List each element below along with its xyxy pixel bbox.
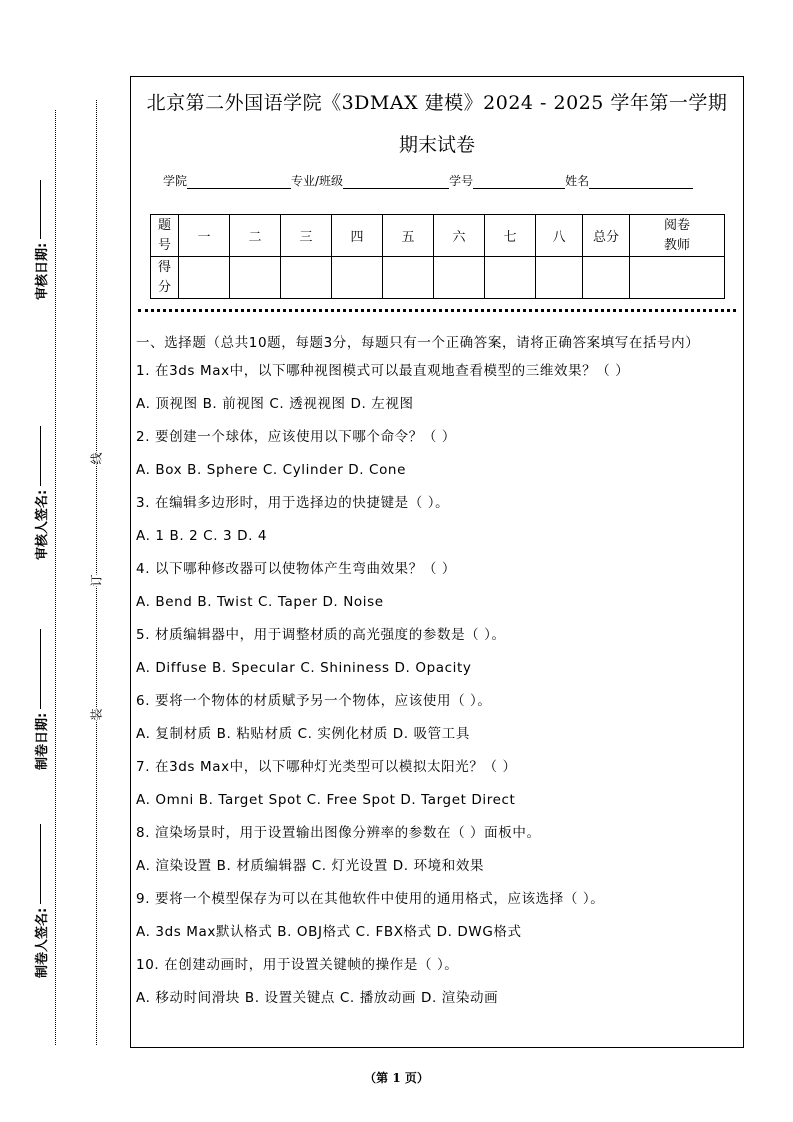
score-header-cell: 总分 bbox=[583, 215, 630, 257]
section-heading: 一、选择题（总共10题，每题3分，每题只有一个正确答案，请将正确答案填写在括号内） bbox=[136, 335, 700, 351]
binding-dotted-line bbox=[96, 100, 97, 1045]
section-separator bbox=[138, 309, 736, 312]
score-input-cell[interactable] bbox=[630, 257, 725, 299]
score-input-cell[interactable] bbox=[434, 257, 485, 299]
reviewer-sign-text: 审核人签名: bbox=[34, 489, 50, 560]
maker-date-text: 制卷日期: bbox=[34, 712, 50, 770]
maker-sign-blank[interactable] bbox=[39, 824, 41, 904]
score-header-cell: 一 bbox=[179, 215, 230, 257]
exam-subtitle: 期末试卷 bbox=[398, 134, 475, 156]
student-id-field[interactable] bbox=[473, 176, 565, 189]
question-options: A. Omni B. Target Spot C. Free Spot D. Target Direct bbox=[136, 792, 516, 808]
score-header-cell: 阅卷 教师 bbox=[630, 215, 725, 257]
question-text: 10. 在创建动画时，用于设置关键帧的操作是（ ）。 bbox=[136, 957, 459, 973]
ding-char: 订 bbox=[89, 574, 104, 587]
zhuang-char: 装 bbox=[89, 708, 104, 721]
score-header-cell: 五 bbox=[383, 215, 434, 257]
score-input-cell[interactable] bbox=[485, 257, 536, 299]
score-input-cell[interactable] bbox=[383, 257, 434, 299]
question-text: 4. 以下哪种修改器可以使物体产生弯曲效果？（ ） bbox=[136, 561, 456, 577]
question-options: A. Diffuse B. Specular C. Shininess D. Opacity bbox=[136, 660, 472, 676]
question-text: 8. 渲染场景时，用于设置输出图像分辨率的参数在（ ）面板中。 bbox=[136, 825, 541, 841]
score-input-cell[interactable] bbox=[332, 257, 383, 299]
score-input-cell[interactable] bbox=[230, 257, 281, 299]
question-options: A. 复制材质 B. 粘贴材质 C. 实例化材质 D. 吸管工具 bbox=[136, 726, 470, 742]
line-char: 线 bbox=[89, 452, 104, 465]
question-text: 6. 要将一个物体的材质赋予另一个物体，应该使用（ ）。 bbox=[136, 693, 492, 709]
question-text: 1. 在3ds Max中，以下哪种视图模式可以最直观地查看模型的三维效果？（ ） bbox=[136, 363, 630, 379]
major-field[interactable] bbox=[343, 176, 449, 189]
score-header-cell: 八 bbox=[536, 215, 583, 257]
student-id-label: 学号 bbox=[449, 174, 474, 188]
left-dotted-line bbox=[55, 110, 56, 1045]
question-text: 5. 材质编辑器中，用于调整材质的高光强度的参数是（ ）。 bbox=[136, 627, 506, 643]
exam-title: 北京第二外国语学院《3DMAX 建模》2024 - 2025 学年第一学期 bbox=[146, 92, 728, 114]
question-options: A. 顶视图 B. 前视图 C. 透视视图 D. 左视图 bbox=[136, 396, 414, 412]
score-input-cell[interactable] bbox=[583, 257, 630, 299]
score-header-cell: 四 bbox=[332, 215, 383, 257]
student-info-line bbox=[163, 172, 693, 189]
question-options: A. Bend B. Twist C. Taper D. Noise bbox=[136, 594, 384, 610]
maker-date-blank[interactable] bbox=[39, 629, 41, 709]
score-input-cell[interactable] bbox=[281, 257, 332, 299]
question-text: 9. 要将一个模型保存为可以在其他软件中使用的通用格式，应该选择（ ）。 bbox=[136, 891, 605, 907]
question-section bbox=[136, 332, 740, 1021]
maker-date-label bbox=[30, 610, 50, 770]
college-label: 学院 bbox=[163, 174, 188, 188]
score-input-cell[interactable] bbox=[179, 257, 230, 299]
question-text: 7. 在3ds Max中，以下哪种灯光类型可以模拟太阳光？（ ） bbox=[136, 759, 517, 775]
page-number: （第 1 页） bbox=[364, 1071, 429, 1085]
question-text: 3. 在编辑多边形时，用于选择边的快捷键是（ ）。 bbox=[136, 495, 450, 511]
score-header-cell: 二 bbox=[230, 215, 281, 257]
major-label: 专业/班级 bbox=[291, 174, 344, 188]
question-options: A. 移动时间滑块 B. 设置关键点 C. 播放动画 D. 渲染动画 bbox=[136, 990, 499, 1006]
reviewer-sign-label bbox=[30, 400, 50, 560]
score-table bbox=[150, 214, 725, 299]
score-header-cell: 七 bbox=[485, 215, 536, 257]
reviewer-sign-blank[interactable] bbox=[39, 426, 41, 486]
question-options: A. 1 B. 2 C. 3 D. 4 bbox=[136, 528, 268, 544]
score-row-label: 得 分 bbox=[151, 257, 179, 299]
reviewer-date-label bbox=[30, 180, 50, 300]
question-options: A. 3ds Max默认格式 B. OBJ格式 C. FBX格式 D. DWG格式 bbox=[136, 924, 522, 940]
college-field[interactable] bbox=[187, 176, 291, 189]
maker-sign-text: 制卷人签名: bbox=[34, 907, 50, 978]
name-field[interactable] bbox=[589, 176, 693, 189]
reviewer-date-blank[interactable] bbox=[39, 180, 41, 239]
question-options: A. Box B. Sphere C. Cylinder D. Cone bbox=[136, 462, 406, 478]
name-label: 姓名 bbox=[565, 174, 590, 188]
score-header-cell: 题 号 bbox=[151, 215, 179, 257]
score-header-cell: 六 bbox=[434, 215, 485, 257]
maker-sign-label bbox=[30, 802, 50, 978]
score-input-cell[interactable] bbox=[536, 257, 583, 299]
reviewer-date-text: 审核日期: bbox=[34, 242, 50, 300]
question-text: 2. 要创建一个球体，应该使用以下哪个命令？（ ） bbox=[136, 429, 456, 445]
question-options: A. 渲染设置 B. 材质编辑器 C. 灯光设置 D. 环境和效果 bbox=[136, 858, 485, 874]
score-header-cell: 三 bbox=[281, 215, 332, 257]
